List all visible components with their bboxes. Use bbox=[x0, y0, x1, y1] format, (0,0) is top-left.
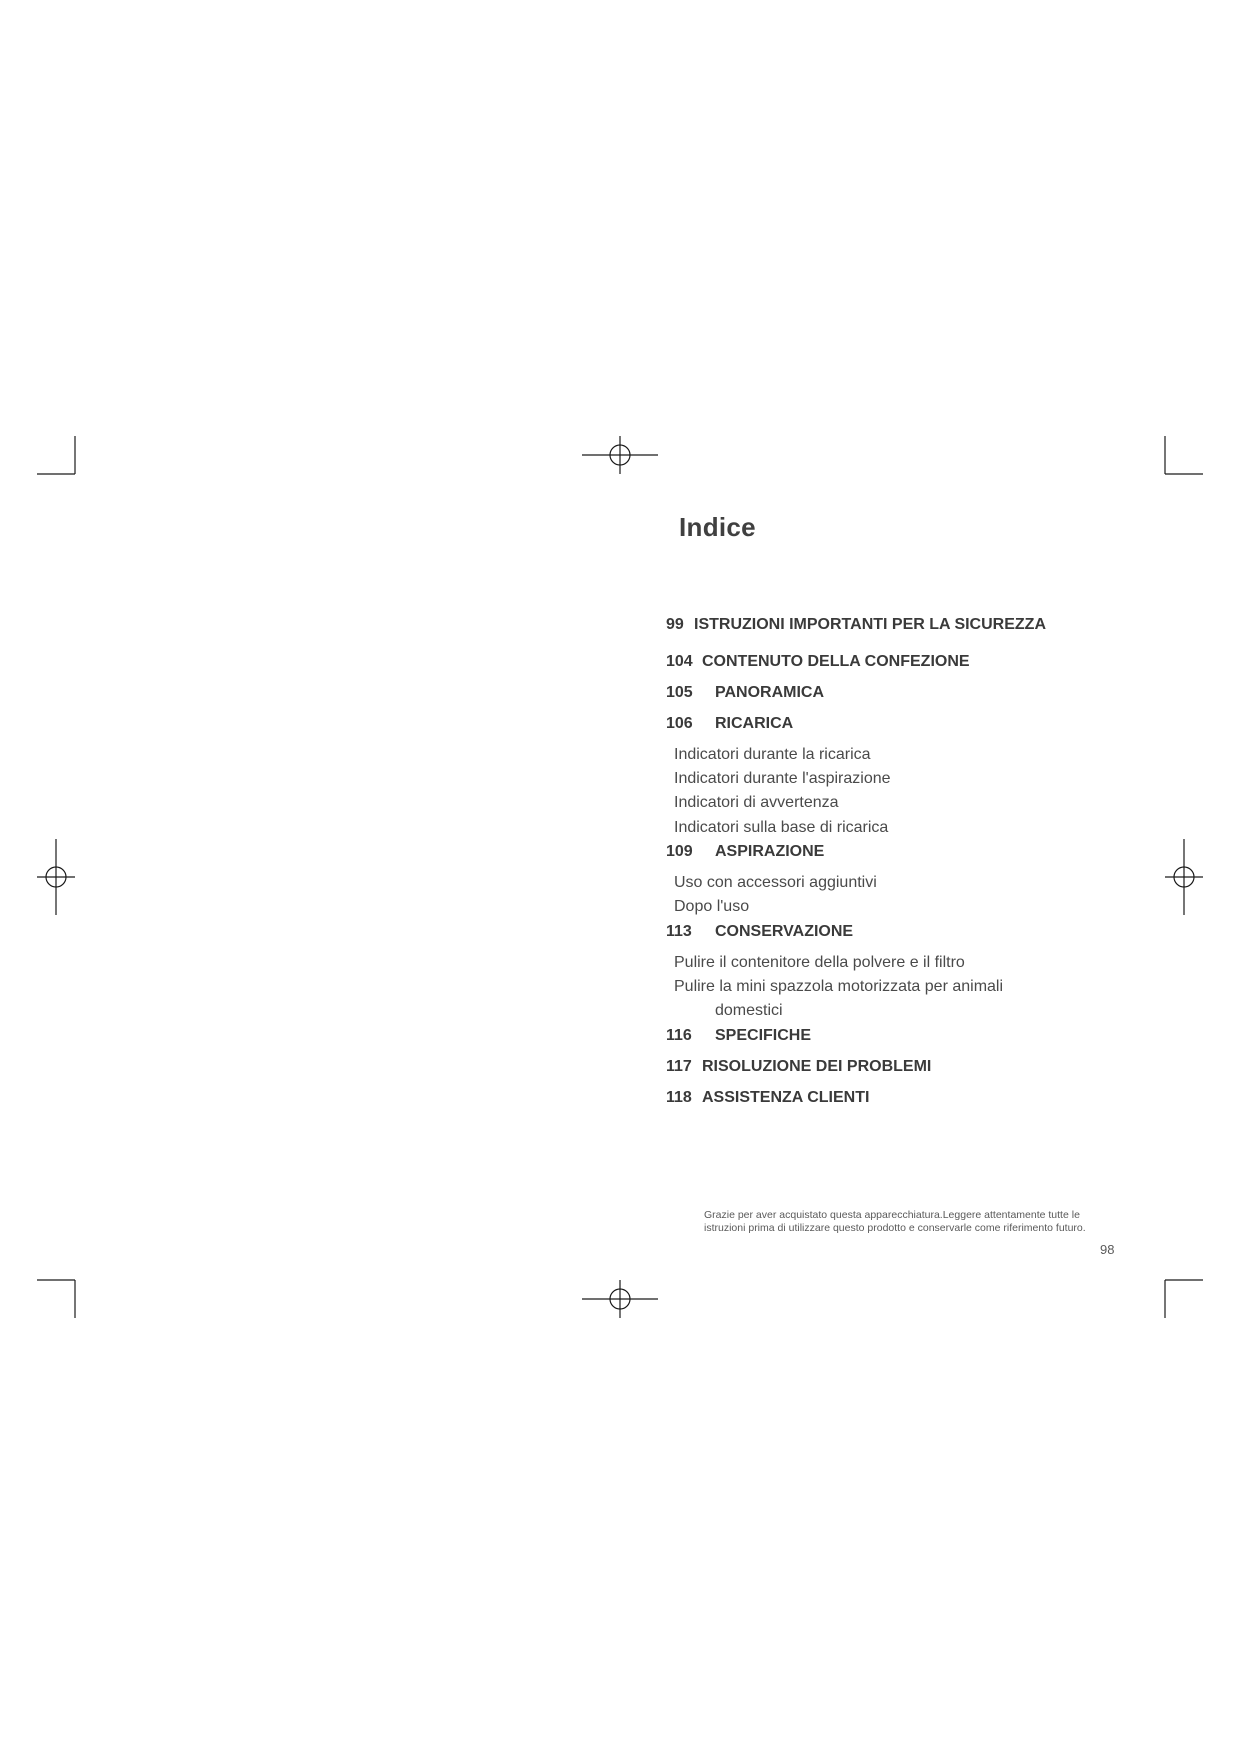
toc-subentry: Indicatori durante la ricarica bbox=[674, 746, 871, 763]
toc-page-number: 106 bbox=[666, 715, 693, 732]
toc-page-number: 113 bbox=[666, 923, 692, 940]
toc-heading: SPECIFICHE bbox=[715, 1027, 812, 1044]
crop-mark-top-right bbox=[1165, 436, 1203, 474]
toc-subentry-continued: domestici bbox=[715, 1002, 783, 1019]
toc-page-number: 117 bbox=[666, 1058, 692, 1075]
toc-page-number: 118 bbox=[666, 1089, 692, 1106]
toc-heading: ISTRUZIONI IMPORTANTI PER LA SICUREZZA bbox=[694, 616, 1046, 633]
toc-subentry: Indicatori sulla base di ricarica bbox=[674, 819, 889, 836]
registration-mark-right bbox=[1165, 839, 1203, 915]
toc-page-number: 99 bbox=[666, 616, 684, 633]
toc-heading: PANORAMICA bbox=[715, 684, 825, 701]
toc-heading: RISOLUZIONE DEI PROBLEMI bbox=[702, 1058, 932, 1075]
toc-heading: ASPIRAZIONE bbox=[715, 843, 825, 860]
toc-page-number: 105 bbox=[666, 684, 693, 701]
toc-subentry: Indicatori durante l'aspirazione bbox=[674, 770, 891, 787]
toc-page-number: 104 bbox=[666, 653, 693, 670]
page-title: Indice bbox=[679, 512, 756, 542]
toc-subentry: Pulire il contenitore della polvere e il filtro bbox=[674, 954, 965, 971]
footer-note-line: istruzioni prima di utilizzare questo prodotto e conservarle come riferimento futuro. bbox=[704, 1222, 1086, 1234]
toc-heading: CONTENUTO DELLA CONFEZIONE bbox=[702, 653, 970, 670]
toc-subentry: Uso con accessori aggiuntivi bbox=[674, 874, 877, 891]
toc-heading: ASSISTENZA CLIENTI bbox=[702, 1089, 870, 1106]
toc-page-number: 116 bbox=[666, 1027, 692, 1044]
crop-mark-bottom-left bbox=[37, 1280, 75, 1318]
registration-mark-bottom bbox=[582, 1280, 658, 1318]
crop-mark-bottom-right bbox=[1165, 1280, 1203, 1318]
footer-note-line: Grazie per aver acquistato questa apparecchiatura.Leggere attentamente tutte le bbox=[704, 1209, 1080, 1221]
toc-page-number: 109 bbox=[666, 843, 693, 860]
toc-subentry: Dopo l'uso bbox=[674, 898, 750, 915]
registration-mark-left bbox=[37, 839, 75, 915]
toc-subentry: Pulire la mini spazzola motorizzata per animali bbox=[674, 978, 1004, 995]
registration-mark-top bbox=[582, 436, 658, 474]
toc-heading: RICARICA bbox=[715, 715, 794, 732]
crop-mark-top-left bbox=[37, 436, 75, 474]
toc-heading: CONSERVAZIONE bbox=[715, 923, 854, 940]
toc-subentry: Indicatori di avvertenza bbox=[674, 794, 839, 811]
page-number: 98 bbox=[1100, 1242, 1115, 1257]
footer-note bbox=[704, 1209, 1124, 1235]
